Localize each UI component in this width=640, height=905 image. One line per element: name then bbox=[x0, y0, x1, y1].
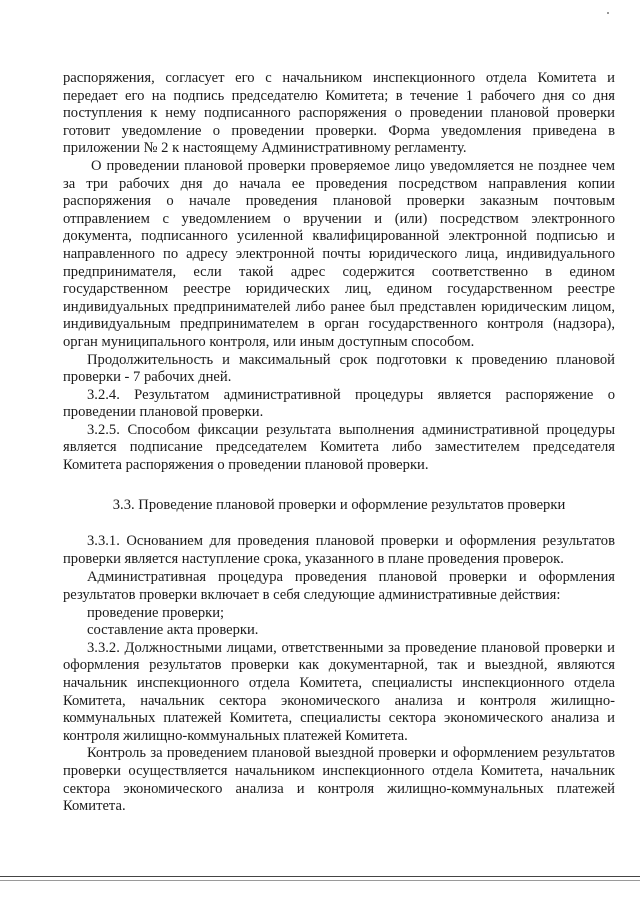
paragraph-continuation: распоряжения, согласует его с начальником инспекционного отдела Комитета и передает его на подпись председателю Комитета; в течение 1 рабочего дня со дня поступления к нему подписанного распоряжения о проведении плановой проверки готовит уведомление о проведении проверки. Форма уведомления приведена в приложении № 2 к настоящему Административному регламенту. bbox=[63, 70, 615, 157]
paragraph-notification: О проведении плановой проверки проверяемое лицо уведомляется не позднее чем за три рабочих дня до начала ее проведения посредством направления копии распоряжения о начале проведения плановой проверки заказным почтовым отправлением с уведомлением о вручении и (или) посредством электронного документа, подписанного усиленной квалифицированной электронной подписью и направленного по адресу электронной почты юридического лица, индивидуального предпринимателя, если такой адрес содержится соответственно в едином государственном реестре юридических лиц, едином государственном реестре индивидуальных предпринимателей либо ранее был представлен юридическим лицом, индивидуальным предпринимателем в орган государственного контроля (надзора), орган муниципального контроля, или иным доступным способом. bbox=[63, 157, 615, 350]
scan-bottom-line bbox=[0, 876, 640, 877]
paragraph-3-2-4: 3.2.4. Результатом административной процедуры является распоряжение о проведении плановой проверки. bbox=[63, 386, 615, 421]
scan-speck bbox=[607, 12, 609, 14]
list-item-conduct-inspection: проведение проверки; bbox=[87, 604, 225, 621]
paragraph-3-2-5: 3.2.5. Способом фиксации результата выполнения административной процедуры является подписание председателем Комитета либо заместителем председателя Комитета распоряжения о проведении плановой проверки. bbox=[63, 421, 615, 474]
paragraph-duration: Продолжительность и максимальный срок подготовки к проведению плановой проверки - 7 рабочих дней. bbox=[63, 351, 615, 386]
document-page bbox=[63, 70, 615, 816]
paragraph-procedure: Административная процедура проведения плановой проверки и оформления результатов проверки включает в себя следующие административные действия: bbox=[63, 569, 615, 604]
paragraph-3-3-1: 3.3.1. Основанием для проведения плановой проверки и оформления результатов проверки является наступление срока, указанного в плане проведения проверок. bbox=[63, 533, 615, 567]
section-heading-3-3: 3.3. Проведение плановой проверки и оформление результатов проверки bbox=[112, 496, 566, 513]
list-item-draw-up-act: составление акта проверки. bbox=[87, 622, 259, 639]
scan-bottom-line-secondary bbox=[0, 880, 640, 881]
paragraph-control: Контроль за проведением плановой выездной проверки и оформлением результатов проверки осуществляется начальником инспекционного отдела Комитета, начальник сектора экономического анализа и контроля жилищно-коммунальных платежей Комитета. bbox=[63, 745, 615, 815]
paragraph-3-3-2: 3.3.2. Должностными лицами, ответственными за проведение плановой проверки и оформления результатов проверки как документарной, так и выездной, являются начальник инспекционного отдела Комитета, специалисты инспекционного отдела Комитета, начальник сектора экономического анализа и контроля жилищно-коммунальных платежей Комитета, специалисты сектора экономического анализа и контроля жилищно-коммунальных платежей Комитета. bbox=[63, 639, 615, 744]
